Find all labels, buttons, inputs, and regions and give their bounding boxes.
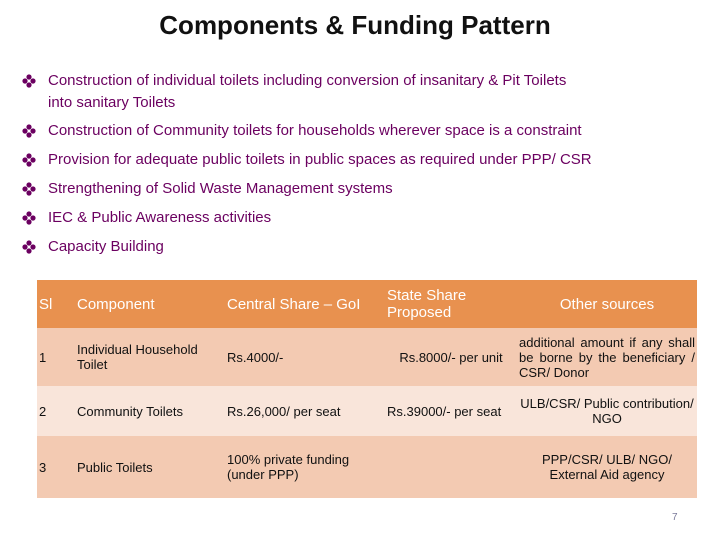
cell-component: Individual Household Toilet: [75, 328, 225, 386]
cell-other-sources: PPP/CSR/ ULB/ NGO/ External Aid agency: [517, 436, 697, 498]
table-row: [37, 386, 697, 436]
cell-other-sources: additional amount if any shall be borne by the beneficiary / CSR/ Donor: [517, 328, 697, 386]
header-state-share: State Share Proposed: [385, 280, 517, 328]
header-component: Component: [75, 280, 225, 328]
bullet-item: [22, 149, 712, 171]
bullet-item: [22, 120, 712, 142]
cell-central-share: 100% private funding (under PPP): [225, 436, 385, 498]
bullet-text: Strengthening of Solid Waste Management systems: [48, 180, 393, 197]
cell-central-share: Rs.26,000/ per seat: [225, 386, 385, 436]
diamond-bullet-icon: [22, 182, 36, 196]
table-header-row: [37, 280, 697, 328]
cell-central-share: Rs.4000/-: [225, 328, 385, 386]
bullet-list: [22, 70, 712, 265]
diamond-bullet-icon: [22, 153, 36, 167]
header-central-share: Central Share – GoI: [225, 280, 385, 328]
cell-sl: 1: [37, 328, 75, 386]
bullet-item: [22, 236, 712, 258]
header-sl: Sl: [37, 280, 75, 328]
header-other-sources: Other sources: [517, 280, 697, 328]
page-number: 7: [672, 512, 678, 523]
cell-component: Community Toilets: [75, 386, 225, 436]
bullet-item: [22, 70, 712, 114]
bullet-text: Provision for adequate public toilets in public spaces as required under PPP/ CSR: [48, 151, 592, 168]
bullet-item: [22, 207, 712, 229]
bullet-text: Construction of Community toilets for households wherever space is a constraint: [48, 122, 582, 139]
diamond-bullet-icon: [22, 240, 36, 254]
cell-sl: 3: [37, 436, 75, 498]
diamond-bullet-icon: [22, 211, 36, 225]
cell-component: Public Toilets: [75, 436, 225, 498]
table-row: [37, 328, 697, 386]
table-row: [37, 436, 697, 498]
funding-table: [37, 280, 697, 498]
bullet-text-continued: into sanitary Toilets: [48, 94, 176, 111]
bullet-item: [22, 178, 712, 200]
page-title: Components & Funding Pattern: [159, 10, 551, 40]
cell-other-sources: ULB/CSR/ Public contribution/ NGO: [517, 386, 697, 436]
cell-state-share: Rs.8000/- per unit: [385, 328, 517, 386]
cell-state-share: Rs.39000/- per seat: [385, 386, 517, 436]
cell-state-share: [385, 436, 517, 498]
bullet-text: Capacity Building: [48, 238, 164, 255]
diamond-bullet-icon: [22, 74, 36, 88]
bullet-text: IEC & Public Awareness activities: [48, 209, 272, 226]
diamond-bullet-icon: [22, 124, 36, 138]
bullet-text: Construction of individual toilets including conversion of insanitary & Pit Toilets: [48, 72, 567, 89]
cell-sl: 2: [37, 386, 75, 436]
